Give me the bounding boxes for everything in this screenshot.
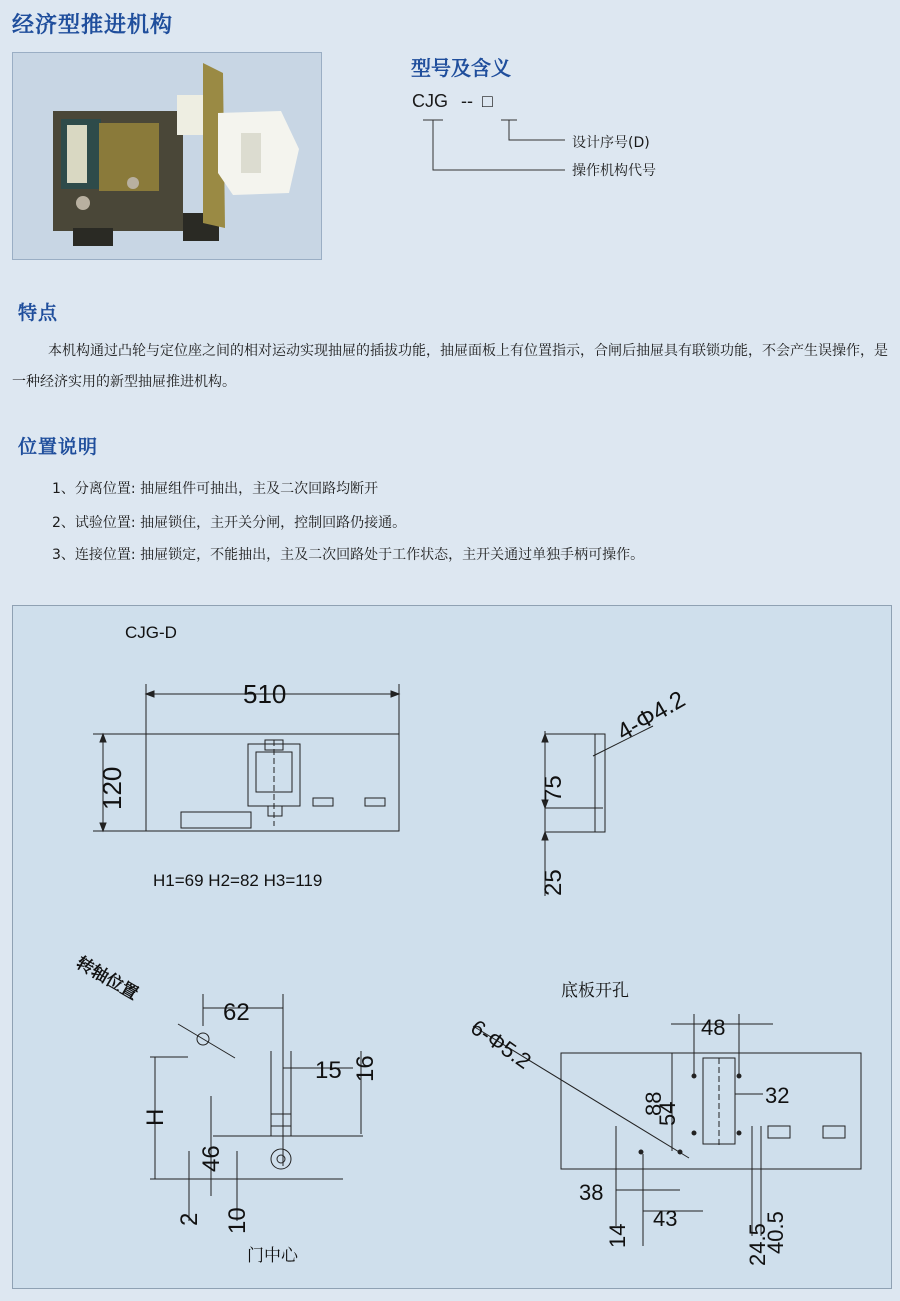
axis-dim-16: 16: [352, 1055, 379, 1082]
dim-width-label: 510: [243, 679, 287, 709]
product-photo: [12, 52, 322, 260]
position-item: 3、连接位置: 抽屉锁定，不能抽出，主及二次回路处于工作状态，主开关通过单独手柄可操作。: [52, 547, 645, 563]
axis-dim-2: 2: [176, 1212, 203, 1226]
base-holes-label: 6-Φ5.2: [466, 1014, 536, 1074]
model-code: [412, 91, 493, 112]
base-dim-24-5: 24.5: [745, 1223, 770, 1266]
axis-dim-62: 62: [223, 999, 250, 1026]
model-title: 型号及含义: [411, 56, 511, 80]
dim-height-label: 120: [97, 766, 127, 810]
model-leader-lines: [405, 110, 585, 180]
features-title: 特点: [18, 302, 59, 324]
base-title: 底板开孔: [561, 981, 629, 1000]
page-title: 经济型推进机构: [12, 12, 174, 38]
position-item: 1、分离位置: 抽屉组件可抽出，主及二次回路均断开: [52, 481, 379, 497]
base-dim-14: 14: [605, 1223, 630, 1248]
technical-drawing: [12, 605, 892, 1289]
axis-dim-H: H: [142, 1108, 169, 1126]
axis-dim-46: 46: [198, 1145, 225, 1172]
model-code-prefix: CJG: [412, 91, 448, 111]
base-dim-43: 43: [653, 1206, 678, 1231]
side-dim-75: 75: [540, 775, 567, 802]
axis-dim-10: 10: [224, 1207, 251, 1234]
side-dim-25: 25: [540, 869, 567, 896]
model-label-design-serial: 设计序号(D): [572, 135, 650, 151]
positions-title: 位置说明: [18, 436, 99, 458]
base-dim-32: 32: [765, 1083, 790, 1108]
axis-title: 转轴位置: [73, 953, 142, 1004]
model-label-mechanism-code: 操作机构代号: [572, 163, 656, 179]
model-code-box: □: [482, 91, 493, 111]
axis-dim-15: 15: [315, 1057, 342, 1084]
base-dim-40-5: 40.5: [763, 1211, 788, 1254]
drawing-model-label: CJG-D: [125, 623, 177, 642]
base-dim-38: 38: [579, 1180, 604, 1205]
heights-label: H1=69 H2=82 H3=119: [153, 871, 323, 890]
base-dim-88: 88: [641, 1091, 666, 1116]
side-hole-label: 4-Φ4.2: [612, 685, 690, 747]
model-code-dashes: --: [461, 91, 474, 111]
door-center-label: 门中心: [247, 1246, 298, 1265]
position-item: 2、试验位置: 抽屉锁住，主开关分闸，控制回路仍接通。: [52, 515, 407, 531]
base-dim-54: 54: [655, 1101, 680, 1126]
base-dim-48: 48: [701, 1015, 726, 1040]
features-paragraph: 本机构通过凸轮与定位座之间的相对运动实现抽屉的插拔功能，抽屉面板上有位置指示，合闸后抽屉具有联锁功能，不会产生误操作，是一种经济实用的新型抽屉推进机构。: [12, 343, 888, 390]
